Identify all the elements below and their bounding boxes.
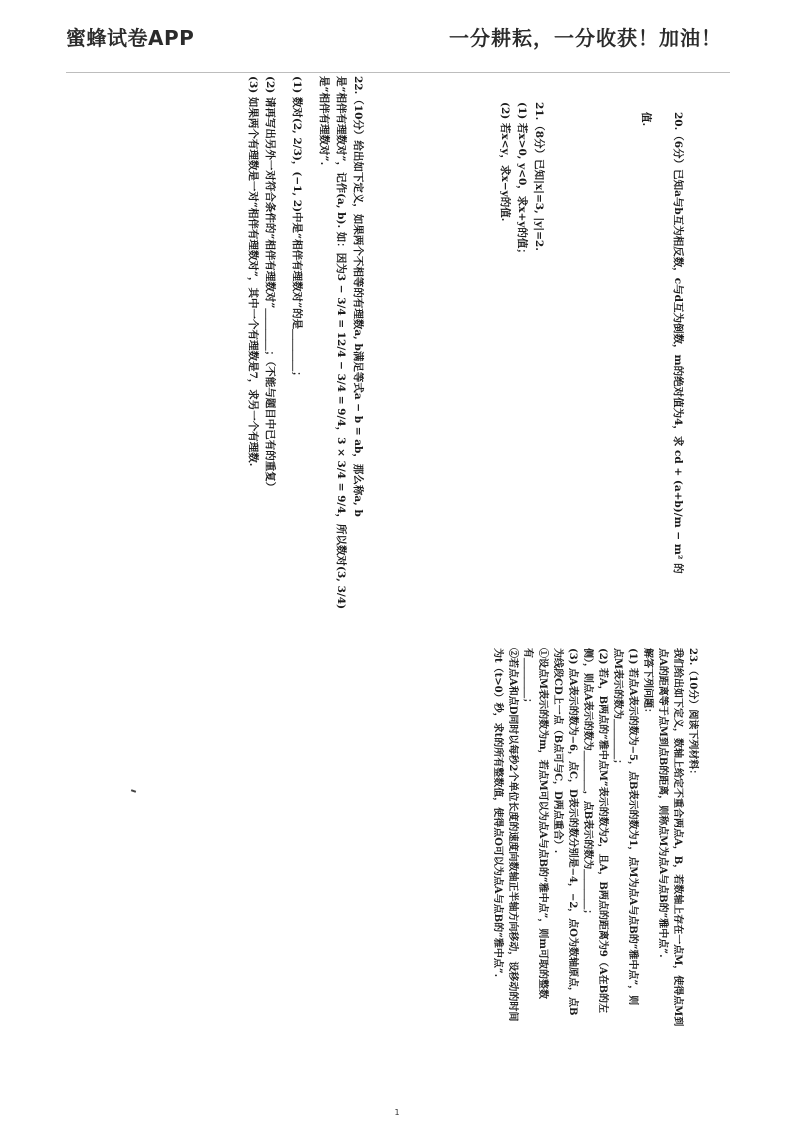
question-line: (3) 点A表示的数为−6，点C，D表示的数分别是−4，−2，点O为数轴原点，点B: [567, 648, 578, 1016]
question-line: (2) 若x<y，求x−y的值.: [499, 102, 511, 222]
question-line: 是“相伴有理数对”.: [318, 76, 330, 166]
question-line: (2) 若A，B两点的“雅中点M”表示的数为2，且A，B两点的距离为9（A在B的左: [597, 648, 608, 1014]
question-line: 有＿＿＿＿；: [522, 648, 533, 708]
header-slogan: 一分耕耘，一分收获！加油！: [449, 26, 722, 50]
question-line: 23.（10分）阅读下列材料：: [687, 648, 698, 780]
question-21: [496, 102, 547, 259]
question-line: 点A的距离等于点M到点B的距离，则称点M为点A与点B的“雅中点”.: [657, 648, 668, 958]
question-22: [244, 76, 366, 609]
question-line: (1) 若x>0, y<0，求x+y的值；: [516, 102, 528, 259]
question-line: 21.（8分）已知|x|=3, |y|=2.: [533, 102, 545, 251]
question-line: 20.（6分）已知a与b互为相反数，c与d互为倒数，m的绝对值为4，求 cd + (a+b)/m − m² 的: [672, 112, 684, 574]
question-line: 22.（10分）给出如下定义，如果两个不相等的有理数a, b满足等式a − b = ab，那么称a, b: [352, 76, 364, 517]
brand-title: 蜜蜂试卷APP: [66, 26, 195, 50]
question-line: 为线段CD上一点（B点可与C，D两点重合）.: [552, 648, 563, 854]
question-line: (3) 如果两个有理数是一对“相伴有理数对”，其中一个有理数是7，求另一个有理数.: [247, 76, 259, 467]
question-line: 解答下列问题：: [642, 648, 653, 718]
question-line: 我们给出如下定义，数轴上给定不重合两点A，B，若数轴上存在一点M，使得点M到: [672, 648, 683, 1027]
question-line: 为t（t>0）秒，求t的所有整数值，使得点O可以为点A与点B的“雅中点”.: [492, 648, 503, 978]
question-line: 值.: [640, 112, 652, 127]
page-header: [0, 0, 794, 74]
page-number: 1: [394, 1108, 400, 1117]
scan-speck: [131, 789, 136, 793]
question-line: (1) 若点A表示的数为−5，点B表示的数为1，点M为点A与点B的“雅中点”，则: [627, 648, 638, 1006]
header-divider: [66, 72, 730, 73]
question-23: [490, 648, 700, 1026]
question-line: 是“相伴有理数对”，记作(a, b). 如：因为3 − 3/4 = 12/4 − 3/4 = 9/4，3 × 3/4 = 9/4，所以数对(3, 3/4): [335, 76, 347, 610]
question-line: 侧），则点A表示的数为＿＿＿＿，点B表示的数为＿＿＿＿；: [582, 648, 593, 920]
question-line: ②若点A和点D同时以每秒2个单位长度的速度向数轴正半轴方向移动，设移动的时间: [507, 648, 518, 1022]
question-line: (2) 请再写出另外一对符合条件的“相伴有理数对”＿＿＿＿；（不能与题目中已有的重复）: [264, 76, 276, 493]
question-line: 点M表示的数为＿＿＿＿；: [612, 648, 623, 770]
question-line: (1) 数对(2, 2/3)，(−1, 2)中是“相伴有理数对”的是＿＿＿＿；: [291, 76, 303, 382]
question-line: ①设点M表示的数为m，若点M可以为点A与点B的“雅中点”，则m可取的整数: [537, 648, 548, 1000]
question-20: [637, 112, 686, 574]
